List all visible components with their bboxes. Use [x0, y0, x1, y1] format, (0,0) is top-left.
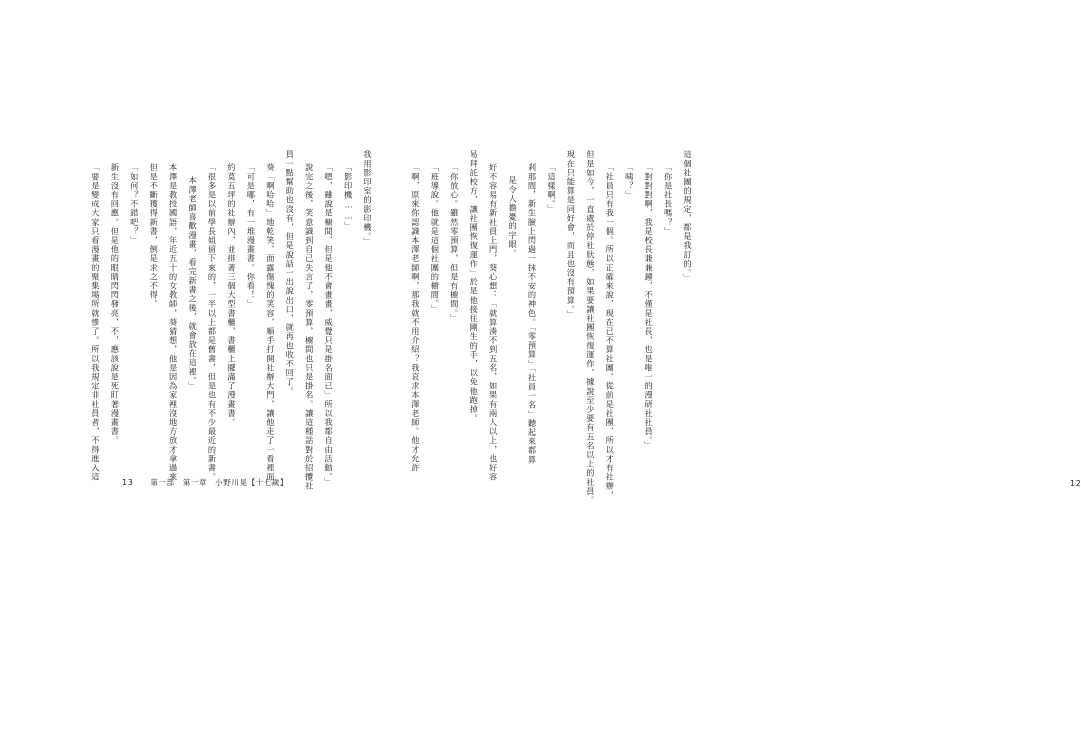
text-column: 「很多是以前學長姐留下來的，一半以上都是舊書，但是也有不少最近的新書。 — [207, 163, 218, 482]
text-column: 「啊，原來你認識本澤老師啊，那我就不用介紹？我哀求本澤老師。他才允許 — [410, 163, 421, 473]
text-column: 葵「啊哈哈」地乾笑，面露傷愧的笑容，順手打開社辦大門，讓他走了一看裡面。 — [265, 163, 276, 491]
folio-number: 13 — [122, 478, 134, 487]
text-column: 「班導說。他就是這個社團的櫥間。」 — [430, 163, 441, 314]
text-column: 這個社團的規定，都是我訂的。」 — [683, 150, 693, 283]
left-page-text-columns — [83, 150, 375, 570]
text-column: 好不容易有新社員上門，葵心想：「就算湊不到五名，如果有兩人以上，也好容 — [488, 163, 499, 482]
text-column: 剎那間，新生臉上閃過一抹不安的神色。「零預算」「社員一名」聽起來都算 — [527, 163, 538, 465]
text-column: 員一點幫助也沒有，但是說話一出說出口，就再也收不回了。 — [285, 150, 296, 396]
text-column: 「你放心。雖然零預算，但是有櫥間。」 — [449, 163, 460, 323]
text-column: 「嗯，雖說是櫥間，但是他不會畫畫，威覺只是掛名面已」所以我都自由活動。」 — [324, 163, 335, 487]
text-column: 現在只能算是同好會，而且也沒有預算。」 — [566, 150, 577, 319]
left-page — [60, 150, 375, 610]
text-column: 但是不斷獲得新書，倒是求之不得。 — [149, 163, 160, 309]
text-column: 「可是哪，有一堆漫畫書。你看！」 — [246, 163, 257, 309]
text-column: 說完之後，笑意識到自己失言了，零預算，櫥間也只是掛名。讓這種話對於招攬社 — [304, 163, 315, 491]
left-page-footer — [122, 477, 288, 488]
right-page-text-columns — [403, 150, 695, 570]
running-head: 第一部 第一章 小野川晃【十七歲】 — [150, 478, 289, 487]
right-page-footer — [1070, 479, 1081, 488]
text-column: 我用影印室的影印機。」 — [363, 150, 373, 246]
text-column: 「社員只有我一個。所以正確來說，現在已不算社團。從前是社團，所以才有社辦， — [605, 163, 616, 500]
text-column: 本澤是教授國語，年近五十的女教師，葵猜想，他是因為家裡沒地方放才拿過來 — [168, 163, 179, 482]
text-column: 但是如今，一直處於停社狀態，如果要讓社團恢復運作，據說至少要有五名以上的社員。 — [585, 150, 596, 505]
text-column: 「要是變成大家只看漫畫的聚集場所就慘了。所以我規定非社員者，不得進入這 — [90, 163, 101, 482]
folio-number: 12 — [1070, 479, 1081, 488]
text-column: 「咦？」 — [624, 163, 635, 200]
text-column: 「對對對啊，我是校長兼兼鐘，不僅是社長，也是唯一的漫研社社員。」 — [644, 163, 655, 451]
text-column: 本澤老師喜歡漫畫，看完新書之後，就會放在這裡。」 — [188, 176, 199, 391]
text-column: 易拜託校方，讓社團恢復運作」於是他接住剛生的手，以免他跑掉。 — [469, 150, 480, 423]
text-column: 新生沒有回應。但是他的眼睛閃閃發亮，不，應該說是死盯著漫畫書。 — [110, 163, 121, 446]
text-column: 「影印機……」 — [343, 163, 354, 231]
text-column: 「這樣啊。」 — [546, 163, 557, 214]
text-column: 「如何？不錯吧？」 — [129, 163, 140, 245]
text-column: 是令人擔憂的字眼。 — [508, 176, 519, 258]
text-column: 「你是社長嗎？」 — [663, 163, 674, 236]
right-page — [380, 150, 1081, 610]
text-column: 約莫五坪的社辦內，並排著三個大型書櫃，書櫃上擺滿了漫畫書。 — [226, 163, 237, 427]
